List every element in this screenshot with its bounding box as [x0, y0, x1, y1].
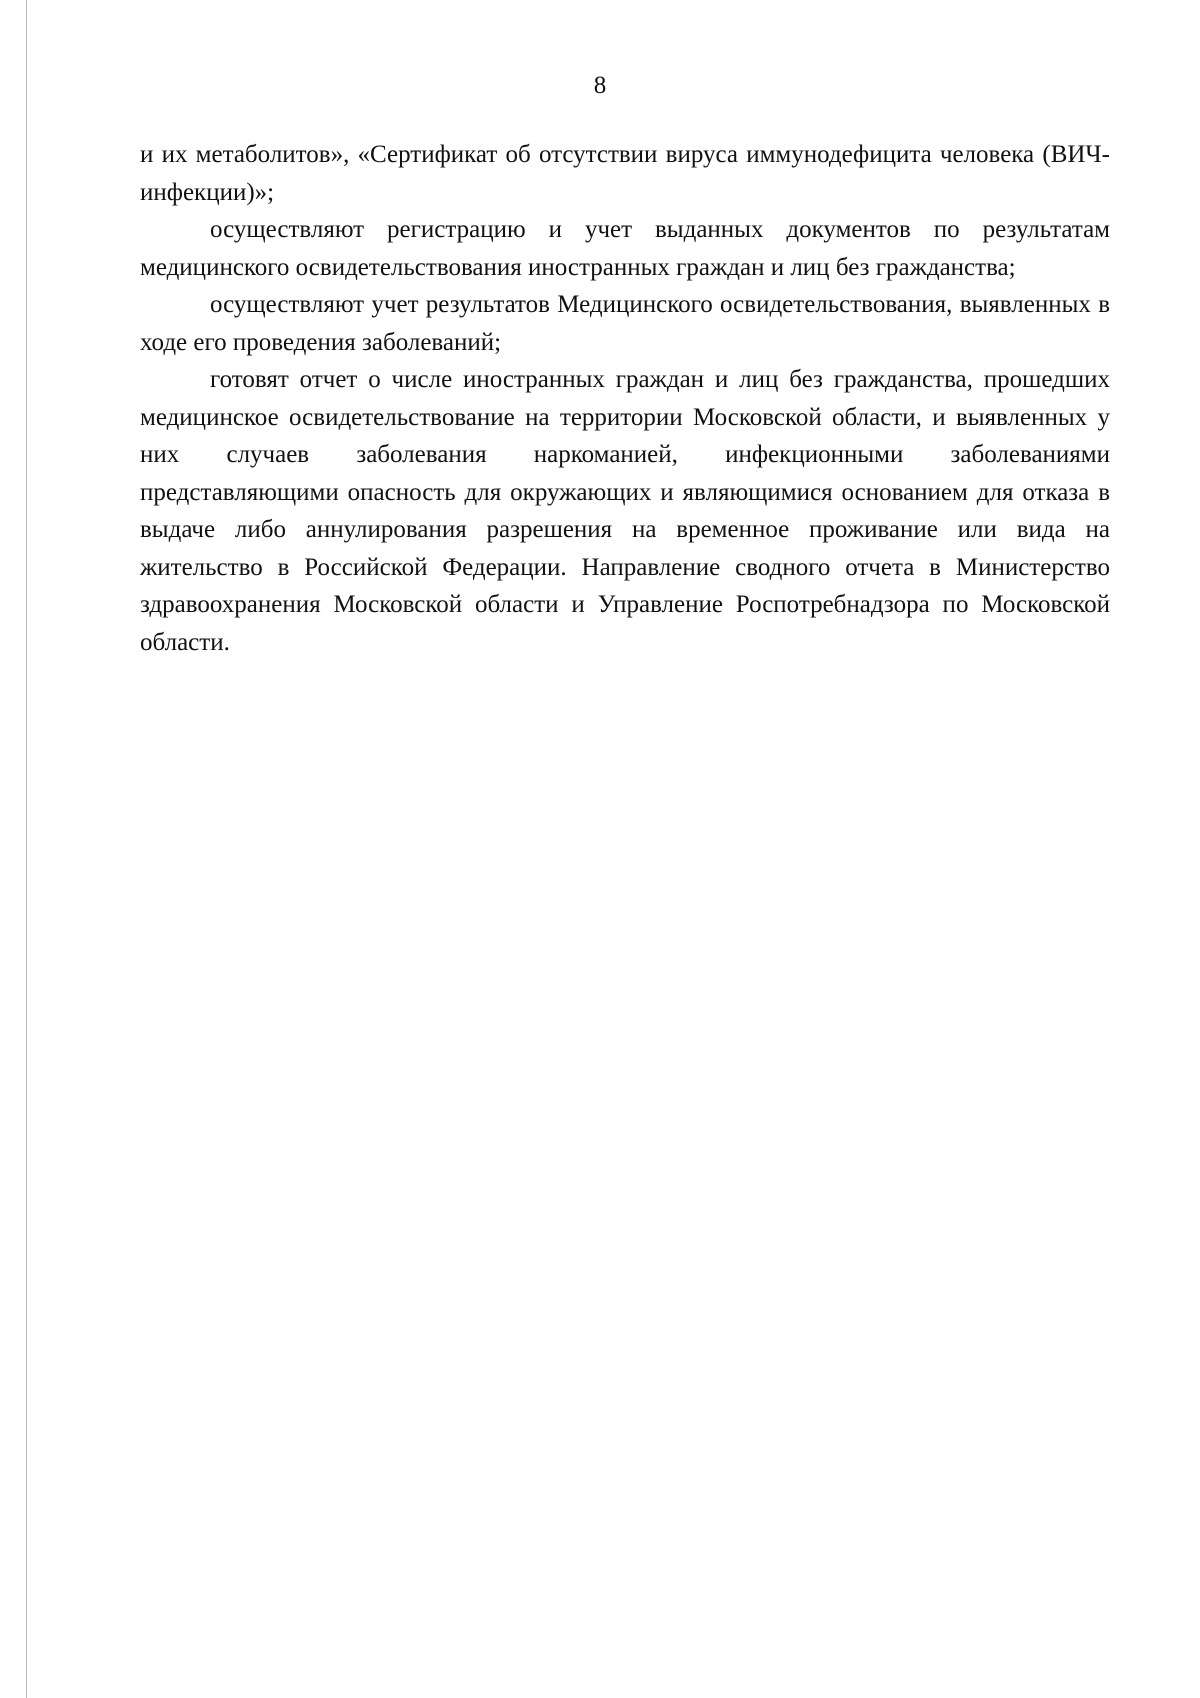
- scan-edge-line: [26, 0, 27, 1698]
- paragraph-2: осуществляют регистрацию и учет выданных документов по результатам медицинского освидетельствования иностранных граждан и лиц без гражданства;: [140, 216, 1110, 281]
- paragraph-3: осуществляют учет результатов Медицинского освидетельствования, выявленных в ходе его проведения заболеваний;: [140, 291, 1110, 356]
- paragraph-4: готовят отчет о числе иностранных граждан и лиц без гражданства, прошедших медицинское освидетельствование на территории Московской области, и выявленных у них случаев заболевания наркоманией, инфекционными заболеваниями представляющими опасность для окружающих и являющимися основанием для отказа в выдаче либо аннулирования разрешения на временное проживание или вида на жительство в Российской Федерации. Направление сводного отчета в Министерство здравоохранения Московской области и Управление Роспотребнадзора по Московской области.: [140, 366, 1110, 656]
- paragraph-1: и их метаболитов», «Сертификат об отсутствии вируса иммунодефицита человека (ВИЧ-инфекции)»;: [140, 141, 1110, 206]
- document-body: [140, 136, 1110, 661]
- page-number: 8: [593, 72, 607, 99]
